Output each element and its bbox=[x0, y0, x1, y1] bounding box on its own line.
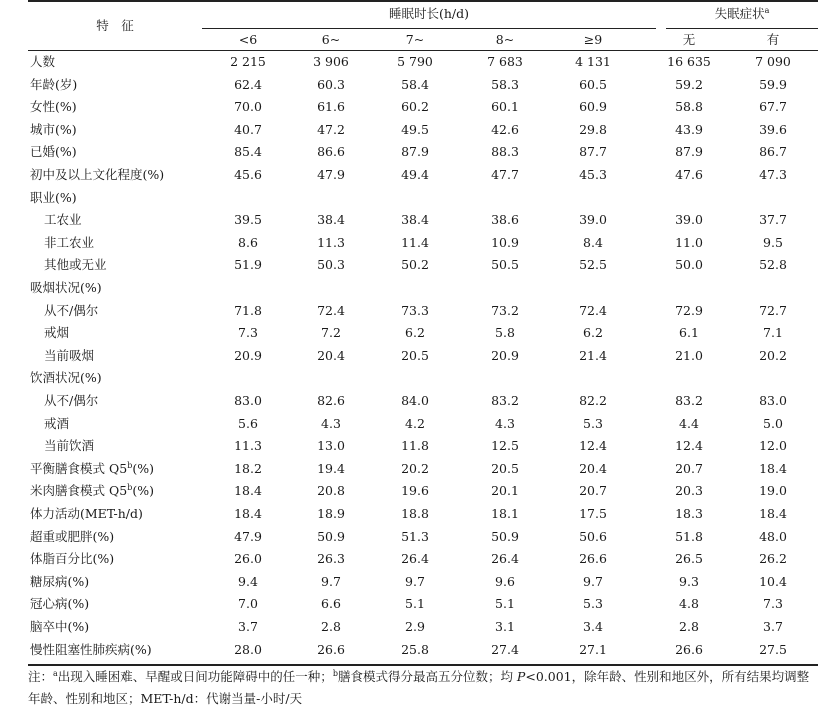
row-label bbox=[30, 527, 114, 547]
row-label bbox=[44, 414, 69, 434]
table-cell: 7.0 bbox=[238, 596, 258, 612]
table-cell: 59.9 bbox=[759, 76, 787, 92]
table-cell: 11.0 bbox=[675, 234, 703, 250]
table-cell: 9.4 bbox=[238, 573, 258, 589]
table-cell: 39.0 bbox=[675, 212, 703, 228]
row-label-text: 体力活动(MET-h/d) bbox=[30, 506, 143, 521]
table-cell: 50.5 bbox=[491, 257, 519, 273]
table-cell: 16 635 bbox=[667, 54, 711, 69]
row-label bbox=[30, 459, 154, 479]
table-cell: 51.3 bbox=[401, 528, 429, 544]
row-label bbox=[44, 255, 107, 275]
row-label-text: 工农业 bbox=[44, 212, 82, 228]
table-cell: 60.5 bbox=[579, 76, 607, 92]
table-cell: 86.7 bbox=[759, 144, 787, 160]
table-cell: 5.1 bbox=[405, 596, 425, 612]
table-cell: 4.3 bbox=[321, 415, 341, 431]
table-cell: 38.4 bbox=[401, 212, 429, 228]
table-cell: 60.3 bbox=[317, 76, 345, 92]
table-cell: 13.0 bbox=[317, 438, 345, 454]
table-cell: 26.0 bbox=[234, 551, 262, 567]
table-cell: 8.6 bbox=[238, 234, 258, 250]
row-label bbox=[30, 188, 77, 208]
table-cell: 20.2 bbox=[759, 347, 787, 363]
row-label bbox=[44, 391, 98, 411]
table-cell: 67.7 bbox=[759, 99, 787, 115]
table-cell: 5.3 bbox=[583, 596, 603, 612]
feature-header: 特 征 bbox=[96, 18, 134, 33]
row-label-text: 平衡膳食模式 Q5 bbox=[30, 460, 128, 476]
table-cell: 2.9 bbox=[405, 619, 425, 634]
table-cell: 7.1 bbox=[763, 325, 783, 341]
table-cell: 7.3 bbox=[238, 325, 258, 341]
row-label-suffix: (%) bbox=[132, 460, 154, 476]
table-cell: 18.3 bbox=[675, 506, 703, 521]
table-cell: 26.4 bbox=[491, 551, 519, 567]
table-cell: 9.7 bbox=[583, 573, 603, 589]
table-cell: 9.3 bbox=[679, 573, 699, 589]
row-label-text: 从不/偶尔 bbox=[44, 302, 99, 318]
row-label bbox=[30, 120, 77, 140]
table-cell: 50.6 bbox=[579, 528, 607, 544]
column-subheader: ≥9 bbox=[583, 32, 603, 47]
row-label bbox=[30, 572, 89, 592]
table-cell: 3.7 bbox=[238, 619, 258, 634]
table-cell: 72.7 bbox=[759, 302, 787, 318]
sleep-duration-header: 睡眠时长(h/d) bbox=[388, 6, 470, 21]
table-cell: 85.4 bbox=[234, 144, 262, 160]
table-cell: 52.8 bbox=[759, 257, 787, 273]
table-cell: 43.9 bbox=[675, 121, 703, 137]
table-cell: 18.9 bbox=[317, 506, 345, 521]
row-label bbox=[44, 210, 82, 230]
note-sup-a: a bbox=[53, 668, 58, 678]
table-cell: 2.8 bbox=[321, 619, 341, 634]
table-cell: 20.8 bbox=[317, 483, 345, 499]
table-cell: 11.8 bbox=[401, 438, 429, 454]
table-cell: 40.7 bbox=[234, 121, 262, 137]
table-cell: 72.4 bbox=[317, 302, 345, 318]
table-cell: 2 215 bbox=[230, 54, 266, 69]
table-cell: 26.2 bbox=[759, 551, 787, 567]
row-label-text: 戒烟 bbox=[44, 325, 70, 341]
insomnia-header-label: 失眠症状 bbox=[714, 6, 765, 21]
row-label-suffix: (%) bbox=[132, 483, 154, 499]
row-label bbox=[30, 549, 114, 569]
row-label bbox=[30, 504, 143, 524]
table-footnote-line-1 bbox=[28, 666, 820, 688]
row-label-text: 慢性阻塞性肺疾病(%) bbox=[30, 641, 152, 657]
table-cell: 3.4 bbox=[583, 619, 603, 634]
row-label-sup: b bbox=[127, 460, 133, 470]
note-prefix: 注： bbox=[28, 669, 54, 684]
top-rule bbox=[28, 0, 818, 2]
table-cell: 5.6 bbox=[238, 415, 258, 431]
table-cell: 6.6 bbox=[321, 596, 341, 612]
row-label-text: 城市(%) bbox=[30, 121, 77, 137]
insomnia-group-underline bbox=[666, 28, 818, 29]
row-label-text: 年龄(岁) bbox=[30, 76, 78, 92]
table-cell: 20.7 bbox=[675, 460, 703, 476]
table-cell: 28.0 bbox=[234, 641, 262, 657]
row-label-text: 从不/偶尔 bbox=[44, 393, 99, 408]
table-cell: 9.7 bbox=[405, 573, 425, 589]
row-label-text: 体脂百分比(%) bbox=[30, 551, 115, 567]
row-label-text: 饮酒状况(%) bbox=[30, 370, 102, 386]
table-cell: 6.1 bbox=[679, 325, 699, 341]
row-label bbox=[44, 436, 94, 456]
table-cell: 83.2 bbox=[675, 393, 703, 408]
table-cell: 72.4 bbox=[579, 302, 607, 318]
table-cell: 87.9 bbox=[401, 144, 429, 160]
table-cell: 59.2 bbox=[675, 76, 703, 92]
table-cell: 25.8 bbox=[401, 641, 429, 657]
column-subheader: <6 bbox=[238, 32, 258, 47]
table-cell: 7.3 bbox=[763, 596, 783, 612]
table-cell: 20.4 bbox=[579, 460, 607, 476]
row-label bbox=[30, 640, 152, 660]
table-cell: 82.6 bbox=[317, 393, 345, 408]
table-cell: 12.0 bbox=[759, 438, 787, 454]
table-cell: 6.2 bbox=[405, 325, 425, 341]
table-cell: 58.3 bbox=[491, 76, 519, 92]
table-cell: 20.5 bbox=[491, 460, 519, 476]
row-label-text: 初中及以上文化程度(%) bbox=[30, 167, 165, 182]
table-cell: 62.4 bbox=[234, 76, 262, 92]
table-cell: 47.3 bbox=[759, 167, 787, 182]
table-cell: 50.2 bbox=[401, 257, 429, 273]
header-bottom-rule bbox=[28, 50, 818, 51]
row-label-text: 当前吸烟 bbox=[44, 347, 95, 363]
row-label-text: 吸烟状况(%) bbox=[30, 280, 102, 295]
row-label-text: 冠心病(%) bbox=[30, 596, 90, 612]
table-cell: 10.9 bbox=[491, 234, 519, 250]
table-cell: 26.5 bbox=[675, 551, 703, 567]
table-cell: 4.4 bbox=[679, 415, 699, 431]
table-cell: 84.0 bbox=[401, 393, 429, 408]
table-cell: 6.2 bbox=[583, 325, 603, 341]
table-cell: 18.1 bbox=[491, 506, 519, 521]
table-cell: 19.0 bbox=[759, 483, 787, 499]
row-label bbox=[44, 301, 98, 321]
row-label bbox=[30, 52, 55, 72]
table-cell: 21.4 bbox=[579, 347, 607, 363]
table-cell: 38.6 bbox=[491, 212, 519, 228]
table-cell: 83.2 bbox=[491, 393, 519, 408]
table-cell: 49.4 bbox=[401, 167, 429, 182]
table-cell: 50.9 bbox=[491, 528, 519, 544]
note-part-b: 膳食模式得分最高五分位数；均 bbox=[337, 669, 517, 684]
row-label-text: 人数 bbox=[30, 54, 56, 69]
row-label-text: 女性(%) bbox=[30, 99, 77, 115]
column-subheader: 6~ bbox=[321, 32, 341, 47]
table-cell: 50.3 bbox=[317, 257, 345, 273]
table-cell: 26.6 bbox=[579, 551, 607, 567]
table-cell: 47.2 bbox=[317, 121, 345, 137]
table-cell: 86.6 bbox=[317, 144, 345, 160]
row-label bbox=[30, 97, 77, 117]
table-cell: 27.4 bbox=[491, 641, 519, 657]
table-cell: 38.4 bbox=[317, 212, 345, 228]
table-cell: 20.4 bbox=[317, 347, 345, 363]
table-cell: 3 906 bbox=[313, 54, 349, 69]
table-cell: 47.9 bbox=[317, 167, 345, 182]
note-p-letter: P bbox=[516, 669, 526, 684]
table-cell: 9.5 bbox=[763, 234, 783, 250]
table-cell: 71.8 bbox=[234, 302, 262, 318]
table-cell: 47.6 bbox=[675, 167, 703, 182]
table-footnote-line-2: 年龄、性别和地区；MET-h/d：代谢当量-小时/天 bbox=[28, 691, 303, 706]
table-cell: 87.9 bbox=[675, 144, 703, 160]
column-subheader: 有 bbox=[766, 32, 780, 47]
table-cell: 4.3 bbox=[495, 415, 515, 431]
table-cell: 60.2 bbox=[401, 99, 429, 115]
table-cell: 19.6 bbox=[401, 483, 429, 499]
insomnia-header bbox=[666, 4, 818, 24]
table-cell: 45.6 bbox=[234, 167, 262, 182]
table-cell: 5 790 bbox=[397, 54, 433, 69]
note-sup-b: b bbox=[332, 668, 338, 678]
row-label-text: 超重或肥胖(%) bbox=[30, 528, 115, 544]
table-cell: 26.6 bbox=[675, 641, 703, 657]
table-cell: 83.0 bbox=[234, 393, 262, 408]
table-cell: 2.8 bbox=[679, 619, 699, 634]
table-cell: 47.7 bbox=[491, 167, 519, 182]
table-cell: 5.3 bbox=[583, 415, 603, 431]
table-cell: 83.0 bbox=[759, 393, 787, 408]
table-cell: 18.4 bbox=[234, 483, 262, 499]
table-cell: 4.2 bbox=[405, 415, 425, 431]
table-cell: 73.3 bbox=[401, 302, 429, 318]
table-cell: 4.8 bbox=[679, 596, 699, 612]
table-cell: 20.9 bbox=[234, 347, 262, 363]
table-cell: 20.3 bbox=[675, 483, 703, 499]
row-label bbox=[30, 165, 164, 185]
table-cell: 8.4 bbox=[583, 234, 603, 250]
table-cell: 26.6 bbox=[317, 641, 345, 657]
table-cell: 7.2 bbox=[321, 325, 341, 341]
row-label-text: 米肉膳食模式 Q5 bbox=[30, 483, 128, 499]
table-cell: 51.9 bbox=[234, 257, 262, 273]
table-cell: 52.5 bbox=[579, 257, 607, 273]
table-cell: 87.7 bbox=[579, 144, 607, 160]
sleep-group-underline bbox=[202, 28, 656, 29]
row-label-text: 戒酒 bbox=[44, 415, 70, 431]
table-cell: 18.2 bbox=[234, 460, 262, 476]
row-label bbox=[44, 323, 69, 343]
table-cell: 18.4 bbox=[759, 460, 787, 476]
note-part-a: 出现入睡困难、早醒或日间功能障碍中的任一种； bbox=[57, 669, 333, 684]
table-cell: 39.0 bbox=[579, 212, 607, 228]
table-cell: 51.8 bbox=[675, 528, 703, 544]
table-cell: 19.4 bbox=[317, 460, 345, 476]
table-cell: 20.1 bbox=[491, 483, 519, 499]
row-label bbox=[30, 617, 89, 637]
row-label bbox=[30, 278, 102, 298]
table-cell: 7 090 bbox=[755, 54, 791, 69]
table-cell: 82.2 bbox=[579, 393, 607, 408]
table-cell: 20.9 bbox=[491, 347, 519, 363]
row-label bbox=[30, 368, 102, 388]
row-label-text: 其他或无业 bbox=[44, 257, 107, 273]
table-cell: 49.5 bbox=[401, 121, 429, 137]
table-cell: 48.0 bbox=[759, 528, 787, 544]
table-cell: 18.4 bbox=[759, 506, 787, 521]
table-cell: 58.4 bbox=[401, 76, 429, 92]
column-subheader: 无 bbox=[682, 32, 696, 47]
row-label bbox=[30, 481, 154, 501]
column-subheader: 7~ bbox=[405, 32, 425, 47]
row-label bbox=[30, 594, 89, 614]
table-cell: 12.4 bbox=[675, 438, 703, 454]
table-cell: 37.7 bbox=[759, 212, 787, 228]
table-cell: 72.9 bbox=[675, 302, 703, 318]
note-part-c: <0.001，除年龄、性别和地区外，所有结果均调整 bbox=[525, 669, 810, 684]
table-cell: 11.3 bbox=[317, 234, 345, 250]
column-subheader: 8~ bbox=[495, 32, 515, 47]
table-cell: 17.5 bbox=[579, 506, 607, 521]
table-cell: 3.1 bbox=[495, 619, 515, 634]
insomnia-header-sup: a bbox=[764, 5, 770, 15]
table-cell: 45.3 bbox=[579, 167, 607, 182]
row-label bbox=[44, 346, 94, 366]
table-cell: 58.8 bbox=[675, 99, 703, 115]
table-cell: 11.4 bbox=[401, 234, 429, 250]
table-cell: 88.3 bbox=[491, 144, 519, 160]
row-label-text: 当前饮酒 bbox=[44, 438, 95, 454]
table-cell: 47.9 bbox=[234, 528, 262, 544]
row-label-text: 糖尿病(%) bbox=[30, 573, 90, 589]
table-cell: 21.0 bbox=[675, 347, 703, 363]
table-cell: 26.4 bbox=[401, 551, 429, 567]
table-cell: 10.4 bbox=[759, 573, 787, 589]
table-cell: 12.5 bbox=[491, 438, 519, 454]
table-cell: 27.1 bbox=[579, 641, 607, 657]
table-cell: 9.6 bbox=[495, 573, 515, 589]
table-cell: 39.5 bbox=[234, 212, 262, 228]
table-cell: 5.8 bbox=[495, 325, 515, 341]
table-cell: 4 131 bbox=[575, 54, 611, 69]
table-cell: 18.4 bbox=[234, 506, 262, 521]
row-label bbox=[44, 233, 94, 253]
row-label bbox=[30, 75, 77, 95]
table-cell: 27.5 bbox=[759, 641, 787, 657]
table-cell: 29.8 bbox=[579, 121, 607, 137]
table-cell: 50.0 bbox=[675, 257, 703, 273]
table-cell: 73.2 bbox=[491, 302, 519, 318]
table-cell: 5.1 bbox=[495, 596, 515, 612]
table-cell: 7 683 bbox=[487, 54, 523, 69]
table-cell: 26.3 bbox=[317, 551, 345, 567]
row-label-text: 职业(%) bbox=[30, 189, 77, 205]
table-cell: 9.7 bbox=[321, 573, 341, 589]
row-label-text: 已婚(%) bbox=[30, 144, 77, 160]
row-label-text: 脑卒中(%) bbox=[30, 619, 90, 634]
table-cell: 20.2 bbox=[401, 460, 429, 476]
row-label bbox=[30, 142, 77, 162]
table-cell: 3.7 bbox=[763, 619, 783, 634]
table-cell: 50.9 bbox=[317, 528, 345, 544]
table-cell: 12.4 bbox=[579, 438, 607, 454]
table-cell: 61.6 bbox=[317, 99, 345, 115]
table-cell: 18.8 bbox=[401, 506, 429, 521]
table-cell: 70.0 bbox=[234, 99, 262, 115]
table-cell: 5.0 bbox=[763, 415, 783, 431]
table-cell: 20.5 bbox=[401, 347, 429, 363]
table-cell: 20.7 bbox=[579, 483, 607, 499]
row-label-sup: b bbox=[127, 483, 133, 493]
row-label-text: 非工农业 bbox=[44, 234, 95, 250]
table-cell: 60.9 bbox=[579, 99, 607, 115]
table-cell: 60.1 bbox=[491, 99, 519, 115]
table-cell: 39.6 bbox=[759, 121, 787, 137]
table-cell: 42.6 bbox=[491, 121, 519, 137]
table-cell: 11.3 bbox=[234, 438, 262, 454]
